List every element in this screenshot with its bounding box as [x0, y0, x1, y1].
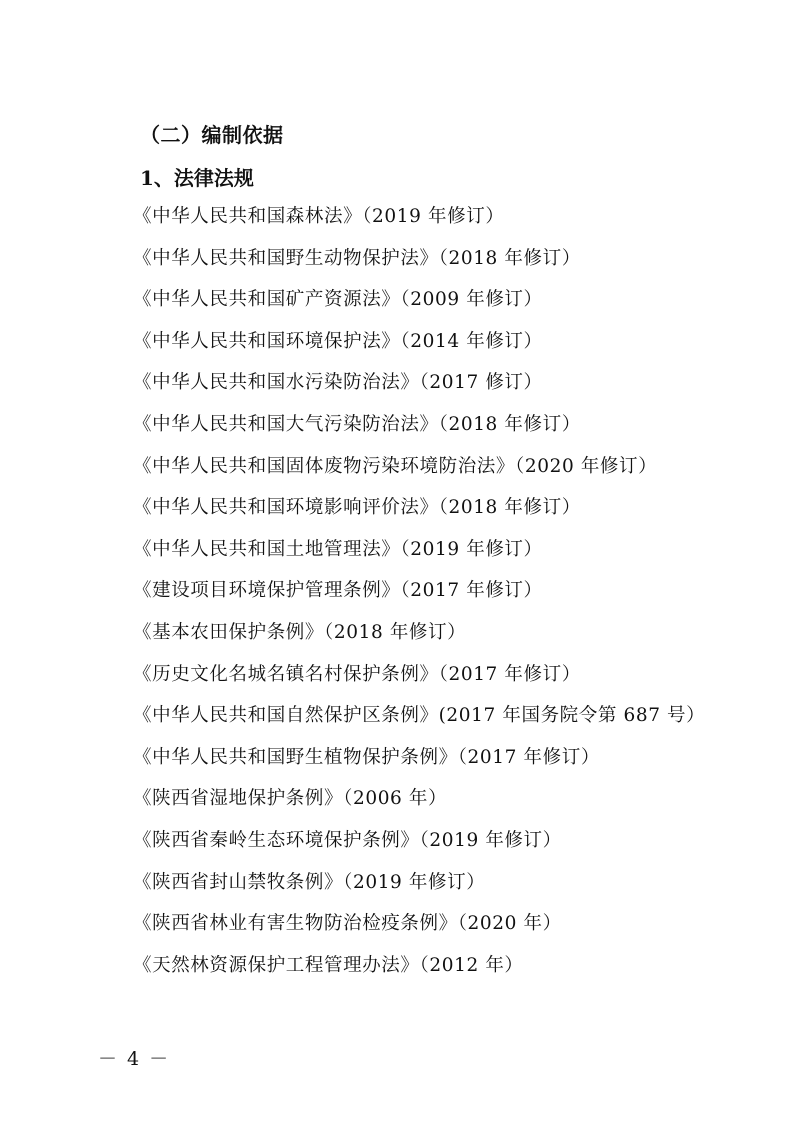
law-item: 《中华人民共和国环境保护法》（2014 年修订）: [133, 330, 543, 352]
law-item: 《陕西省秦岭生态环境保护条例》（2019 年修订）: [133, 829, 562, 851]
law-item: 《中华人民共和国土地管理法》（2019 年修订）: [133, 538, 543, 560]
law-item: 《中华人民共和国自然保护区条例》(2017 年国务院令第 687 号）: [133, 705, 706, 727]
law-list: [133, 205, 705, 995]
law-item: 《中华人民共和国环境影响评价法》（2018 年修订）: [133, 497, 581, 519]
law-item: 《基本农田保护条例》（2018 年修订）: [133, 621, 467, 643]
page-number: － 4 －: [98, 1048, 171, 1070]
law-item: 《中华人民共和国大气污染防治法》（2018 年修订）: [133, 413, 581, 435]
law-item: 《中华人民共和国森林法》（2019 年修订）: [133, 206, 505, 227]
law-item: 《天然林资源保护工程管理办法》（2012 年）: [133, 954, 524, 976]
law-item: 《陕西省湿地保护条例》（2006 年）: [133, 788, 448, 810]
law-item: 《中华人民共和国矿产资源法》（2009 年修订）: [133, 289, 543, 311]
law-item: 《建设项目环境保护管理条例》（2017 年修订）: [133, 580, 543, 602]
section-heading: （二）编制依据: [140, 123, 284, 147]
law-item: 《中华人民共和国野生植物保护条例》（2017 年修订）: [133, 746, 600, 768]
law-item: 《中华人民共和国固体废物污染环境防治法》（2020 年修订）: [133, 455, 658, 477]
law-item: 《中华人民共和国野生动物保护法》（2018 年修订）: [133, 247, 581, 269]
law-item: 《中华人民共和国水污染防治法》（2017 修订）: [133, 372, 543, 394]
law-item: 《陕西省封山禁牧条例》（2019 年修订）: [133, 871, 486, 893]
sub-heading: 1、法律法规: [140, 166, 254, 190]
law-item: 《历史文化名城名镇名村保护条例》（2017 年修订）: [133, 663, 581, 685]
law-item: 《陕西省林业有害生物防治检疫条例》（2020 年）: [133, 913, 562, 935]
